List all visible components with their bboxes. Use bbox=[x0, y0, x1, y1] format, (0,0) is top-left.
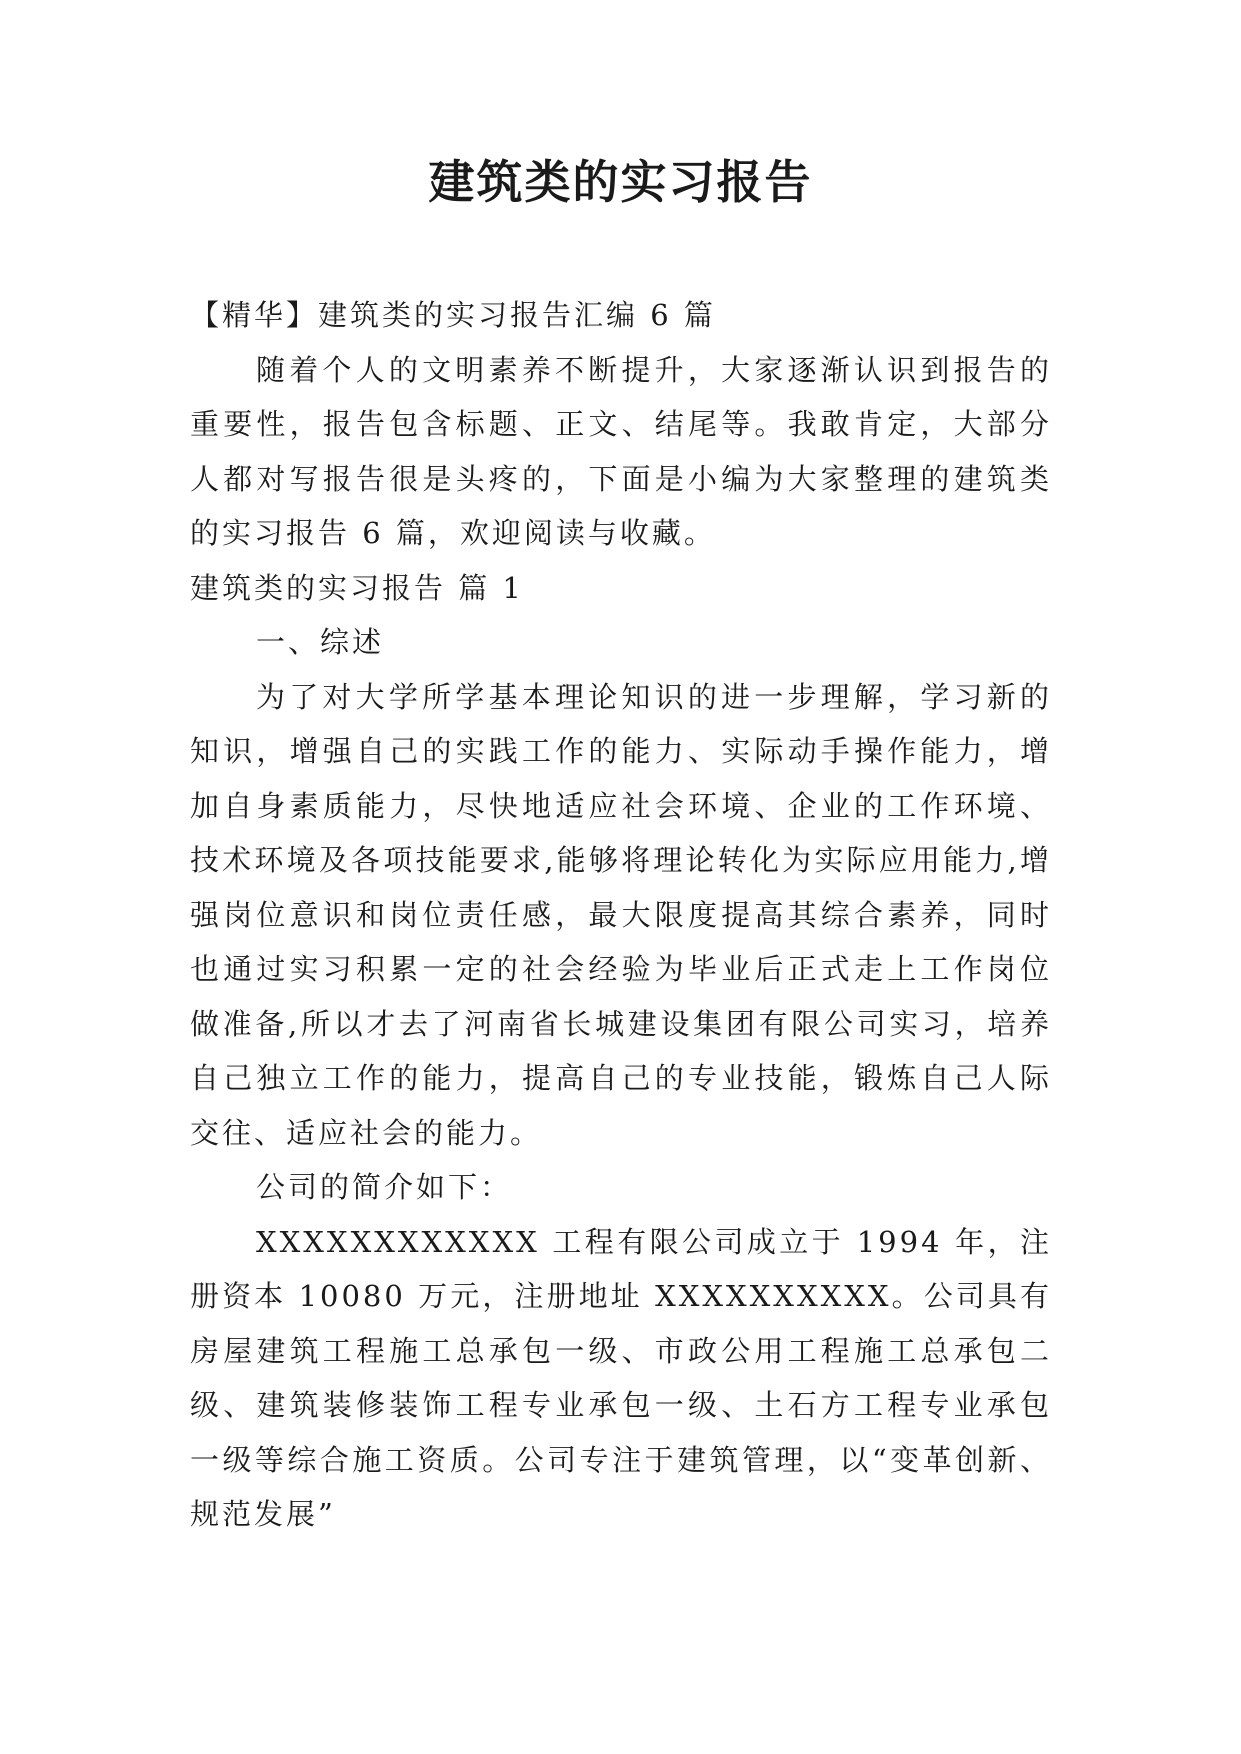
company-intro-label: 公司的简介如下： bbox=[256, 1170, 513, 1204]
document-body bbox=[190, 288, 1052, 1542]
document-title: 建筑类的实习报告 bbox=[428, 155, 813, 209]
company-paragraph: XXXXXXXXXXXX 工程有限公司成立于 1994 年，注册资本 10080 万元，注册地址 XXXXXXXXXX。公司具有房屋建筑工程施工总承包一级、市政公用工程施工总承包二级、建筑装修装饰工程专业承包一级、土石方工程专业承包一级等综合施工资质。公司专注于建筑管理，以“变革创新、规范发展” bbox=[190, 1224, 1052, 1531]
intro-paragraph: 随着个人的文明素养不断提升，大家逐渐认识到报告的重要性，报告包含标题、正文、结尾等。我敢肯定，大部分人都对写报告很是头疼的，下面是小编为大家整理的建筑类的实习报告 6 篇，欢迎阅读与收藏。 bbox=[190, 352, 1052, 550]
section-heading: 建筑类的实习报告 篇 1 bbox=[190, 570, 524, 605]
document-subtitle: 【精华】建筑类的实习报告汇编 6 篇 bbox=[190, 298, 716, 332]
overview-paragraph: 为了对大学所学基本理论知识的进一步理解，学习新的知识，增强自己的实践工作的能力、实际动手操作能力，增加自身素质能力，尽快地适应社会环境、企业的工作环境、技术环境及各项技能要求,能够将理论转化为实际应用能力,增强岗位意识和岗位责任感，最大限度提高其综合素养，同时也通过实习积累一定的社会经验为毕业后正式走上工作岗位做准备,所以才去了河南省长城建设集团有限公司实习，培养自己独立工作的能力，提高自己的专业技能，锻炼自己人际交往、适应社会的能力。 bbox=[190, 679, 1052, 1150]
overview-heading: 一、综述 bbox=[256, 625, 385, 659]
